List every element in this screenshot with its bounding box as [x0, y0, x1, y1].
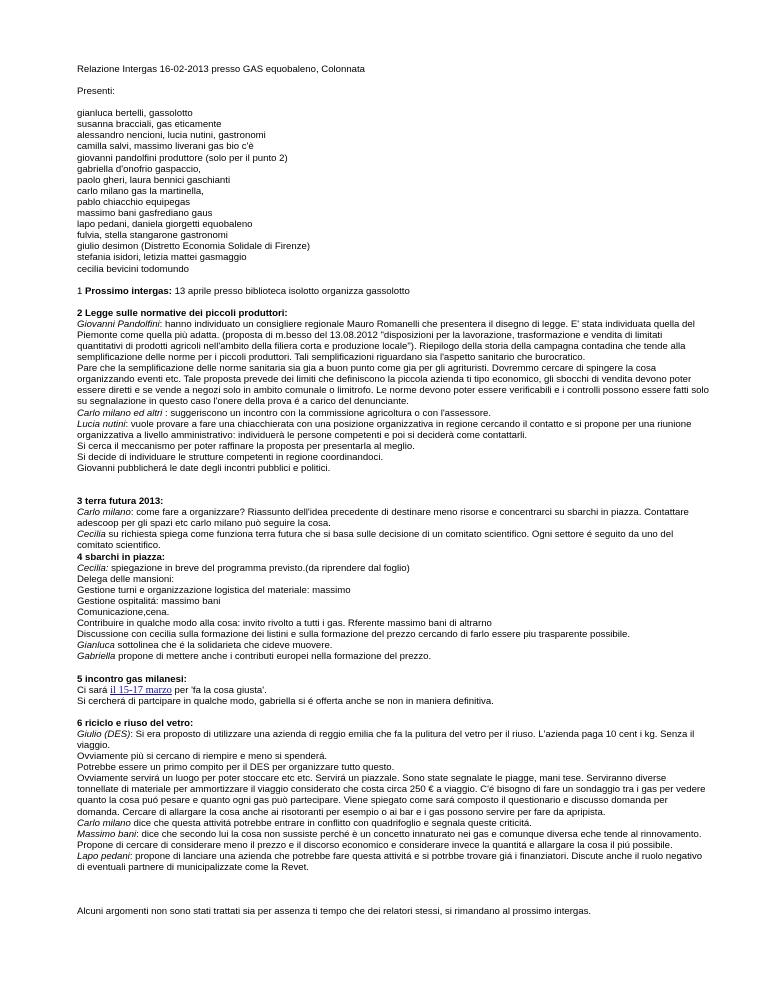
- date-link[interactable]: il 15-17 marzo: [110, 684, 172, 696]
- speaker-name: Massimo bani: [77, 828, 137, 840]
- attendee-line: stefania isidori, letizia mattei gasmaggio: [77, 252, 247, 264]
- paragraph: [77, 818, 709, 829]
- speaker-name: Carlo milano ed altri: [77, 407, 163, 419]
- paragraph: Pare che la semplificazione delle norme sanitaria sia gia a buon punto come gia per gli agrituristi. Dovremmo cercare di spingere la cosa organizzando eventi etc. Tale proposta prevede dei limiti che definiscono la piccola azienda ti tipo economico, gli sbocchi di vendita devono poter essere diretti e se vende a negozi solo in ambito comunale o limitrofo. Le norme devono poter essere verificabili e i controlli possono essere fatti solo su segnalazione in questo caso l'onere della prova é a carico del denunciante.: [77, 363, 709, 408]
- paragraph-text: : come fare a organizzare? Riassunto dell'idea precedente di destinare meno risorse e concentrarci su sbarchi in piazza. Contattare adescoop per gli spazi etc carlo milano può seguire la cosa.: [77, 507, 689, 530]
- paragraph-text: : Si era proposto di utilizzare una azienda di reggio emilia che fa la pulitura del vetro per il riuso. L'azienda paga 10 cent i kg. Senza il viaggio.: [77, 728, 695, 751]
- paragraph: [77, 651, 709, 662]
- attendee-line: alessandro nencioni, lucia nutini, gastronomi: [77, 130, 266, 142]
- speaker-name: Lapo pedani: [77, 850, 130, 862]
- paragraph: [77, 563, 709, 574]
- paragraph: [77, 507, 709, 529]
- paragraph: Gestione turni e organizzazione logistica del materiale: massimo: [77, 584, 351, 596]
- speaker-name: Cecilia: [77, 529, 106, 541]
- section-1-heading: Prossimo intergas:: [85, 285, 172, 297]
- speaker-name: Gabriella: [77, 651, 116, 663]
- paragraph-text: su richiesta spiega come funziona terra futura che si basa sulle decisione di un comitato scientifico. Ogni settore é seguito da uno del comitato scientifico.: [77, 529, 674, 552]
- paragraph: [77, 851, 709, 873]
- paragraph-text: dice che questa attivitá potrebbe entrare in conflitto con quadrifoglio e segnala queste criticitá.: [130, 817, 532, 829]
- speaker-name: Giulio (DES): [77, 728, 131, 740]
- paragraph: Ovviamente servirá un luogo per poter stoccare etc etc. Servirá un piazzale. Sono state segnalate le piagge, mani tese. Serviranno diverse tonnellate di materiale per ammortizzare il viaggio considerato che costa circa 250 € a viaggio. C'é bisogno di fare un sondaggio tra i gas per vedere quanto la cosa puó pesare e quanto ogni gas può partecipare. Viene spiegato come sará composto il questionario e discusso domanda per domanda. Cercare di allargare la cosa anche ai risotoranti per esempio o ai bar e i gas possono servire per fare da apripista.: [77, 773, 706, 818]
- speaker-name: Carlo milano: [77, 507, 131, 519]
- attendee-line: susanna bracciali, gas eticamente: [77, 119, 222, 131]
- paragraph-text: Ci sará: [77, 684, 111, 696]
- section-6-heading: 6 riciclo e riuso del vetro:: [77, 717, 194, 729]
- paragraph-text: sottolinea che é la solidarieta che cideve muovere.: [114, 640, 333, 652]
- section-3-heading: 3 terra futura 2013:: [77, 496, 164, 508]
- document-title: Relazione Intergas 16-02-2013 presso GAS equobaleno, Colonnata: [77, 64, 366, 75]
- attendees-list: [77, 108, 709, 274]
- paragraph: Discussione con cecilia sulla formazione dei listini e sulla formazione del prezzo cercando di farlo essere piu trasparente possibile.: [77, 629, 630, 641]
- attendee-line: fulvia, stella stangarone gastronomi: [77, 230, 228, 242]
- section-2-heading: 2 Legge sulle normative dei piccoli produttori:: [77, 307, 288, 319]
- paragraph-text: per 'fa la cosa giusta'.: [171, 684, 267, 696]
- section-6: [77, 718, 709, 873]
- paragraph: Propone di cercare di considerare meno il prezzo e il discorso economico e considerare invece la quantitá e allargare la cosa il piú possibile.: [77, 839, 673, 851]
- attendee-line: camilla salvi, massimo liverani gas bio c'è: [77, 141, 254, 153]
- attendee-line: giulio desimon (Distretto Economia Solidale di Firenze): [77, 241, 311, 253]
- attendee-line: gianluca bertelli, gassolotto: [77, 108, 193, 120]
- attendee-line: pablo chiacchio equipegas: [77, 196, 191, 208]
- paragraph: Delega delle mansioni:: [77, 573, 175, 585]
- speaker-name: Lucia nutini: [77, 418, 126, 430]
- paragraph: Ovviamente più si cercano di riempire e meno si spenderá.: [77, 751, 328, 763]
- attendee-line: carlo milano gas la martinella,: [77, 185, 204, 197]
- paragraph-text: spiegazione in breve del programma previsto.(da riprendere dal foglio): [108, 562, 410, 574]
- paragraph: [77, 829, 709, 840]
- attendee-line: lapo pedani, daniela giorgetti equobaleno: [77, 219, 253, 231]
- paragraph-text: : hanno individuato un consigliere regionale Mauro Romanelli che presentera il disegno di legge. E' stata individuata quella del Piemonte come quella più adatta. (proposta di m.besso del 13.08.2012 "disposizioni per la lavorazione, trasformazione e vendita di limitati quantitativi di prodotti agricoli nell'ambito della filiera corta e produzione locale"). Riepilogo della storia della campagna contadina che tende alla semplificazione delle norme per i piccoli produttori. Tali semplificazioni riguardano sia l'aspetto sanitario che burocratico.: [77, 318, 695, 364]
- section-number: 1: [77, 285, 86, 297]
- paragraph: [77, 319, 709, 363]
- paragraph: Contribuire in qualche modo alla cosa: invito rivolto a tutti i gas. Rferente massimo bani di altrarno: [77, 618, 492, 630]
- attendee-line: paolo gheri, laura bennici gaschianti: [77, 174, 231, 186]
- speaker-name: Gianluca: [77, 640, 115, 652]
- section-1: [77, 286, 709, 297]
- paragraph: [77, 529, 709, 551]
- paragraph: Comunicazione,cena.: [77, 607, 170, 619]
- paragraph: [77, 685, 709, 696]
- paragraph: Potrebbe essere un primo compito per il DES per organizzare tutto questo.: [77, 762, 395, 774]
- paragraph: Si cerca il meccanismo per poter raffinare la proposta per presentarla al meglio.: [77, 440, 415, 452]
- paragraph: Gestione ospitalitá: massimo bani: [77, 595, 221, 607]
- paragraph-text: : dice che secondo lui la cosa non sussiste perché è un concetto innaturato nei gas e comunque diversa eche tende al rinnovamento.: [136, 828, 702, 840]
- section-5: [77, 674, 709, 707]
- paragraph: Si decide di individuare le strutture competenti in regione coordinandoci.: [77, 451, 384, 463]
- attendees-label: Presenti:: [77, 86, 115, 98]
- section-5-heading: 5 incontro gas milanesi:: [77, 673, 187, 685]
- paragraph-text: propone di mettere anche i contributi europei nella formazione del prezzo.: [115, 651, 432, 663]
- speaker-name: Giovanni Pandolfini: [77, 318, 160, 330]
- attendee-line: giovanni pandolfini produttore (solo per il punto 2): [77, 152, 288, 164]
- paragraph: Giovanni pubblicherá le date degli incontri pubblici e politici.: [77, 463, 331, 474]
- paragraph: [77, 640, 709, 651]
- section-4: [77, 552, 709, 663]
- section-3: [77, 496, 709, 551]
- closing-note: Alcuni argomenti non sono stati trattati sia per assenza ti tempo che dei relatori stessi, si rimandano al prossimo intergas.: [77, 906, 592, 918]
- section-4-heading: 4 sbarchi in piazza:: [77, 551, 165, 563]
- paragraph-text: : vuole provare a fare una chiacchierata con una posizione organizzativa in regione cercando il contatto e si propone per una riunione organizzativa a livello amministrativo: individuerà le persone competenti e poi si deciderà come contattarli.: [77, 418, 692, 441]
- section-2: [77, 308, 709, 474]
- paragraph: [77, 419, 709, 441]
- speaker-name: Cecilia:: [77, 562, 109, 574]
- speaker-name: Carlo milano: [77, 817, 131, 829]
- paragraph: [77, 729, 709, 751]
- section-1-text: 13 aprile presso biblioteca isolotto organizza gassolotto: [171, 285, 410, 297]
- attendee-line: cecilia bevicini todomundo: [77, 263, 189, 275]
- paragraph: Si cercherá di partcipare in qualche modo, gabriella si é offerta anche se non in maniera definitiva.: [77, 695, 494, 707]
- paragraph-text: : suggeriscono un incontro con la commissione agricoltura o con l'assessore.: [162, 407, 492, 419]
- paragraph: [77, 408, 709, 419]
- paragraph-text: : propone di lanciare una azienda che potrebbe fare questa attivitá e si potrbbe trovare giá i finanziatori. Discute anche il ruolo negativo di eventuali partnere di municipalizzate come la Revet.: [77, 850, 703, 873]
- attendee-line: gabriella d'onofrio gaspaccio,: [77, 163, 201, 175]
- attendee-line: massimo bani gasfrediano gaus: [77, 208, 213, 220]
- document-body: [77, 64, 709, 917]
